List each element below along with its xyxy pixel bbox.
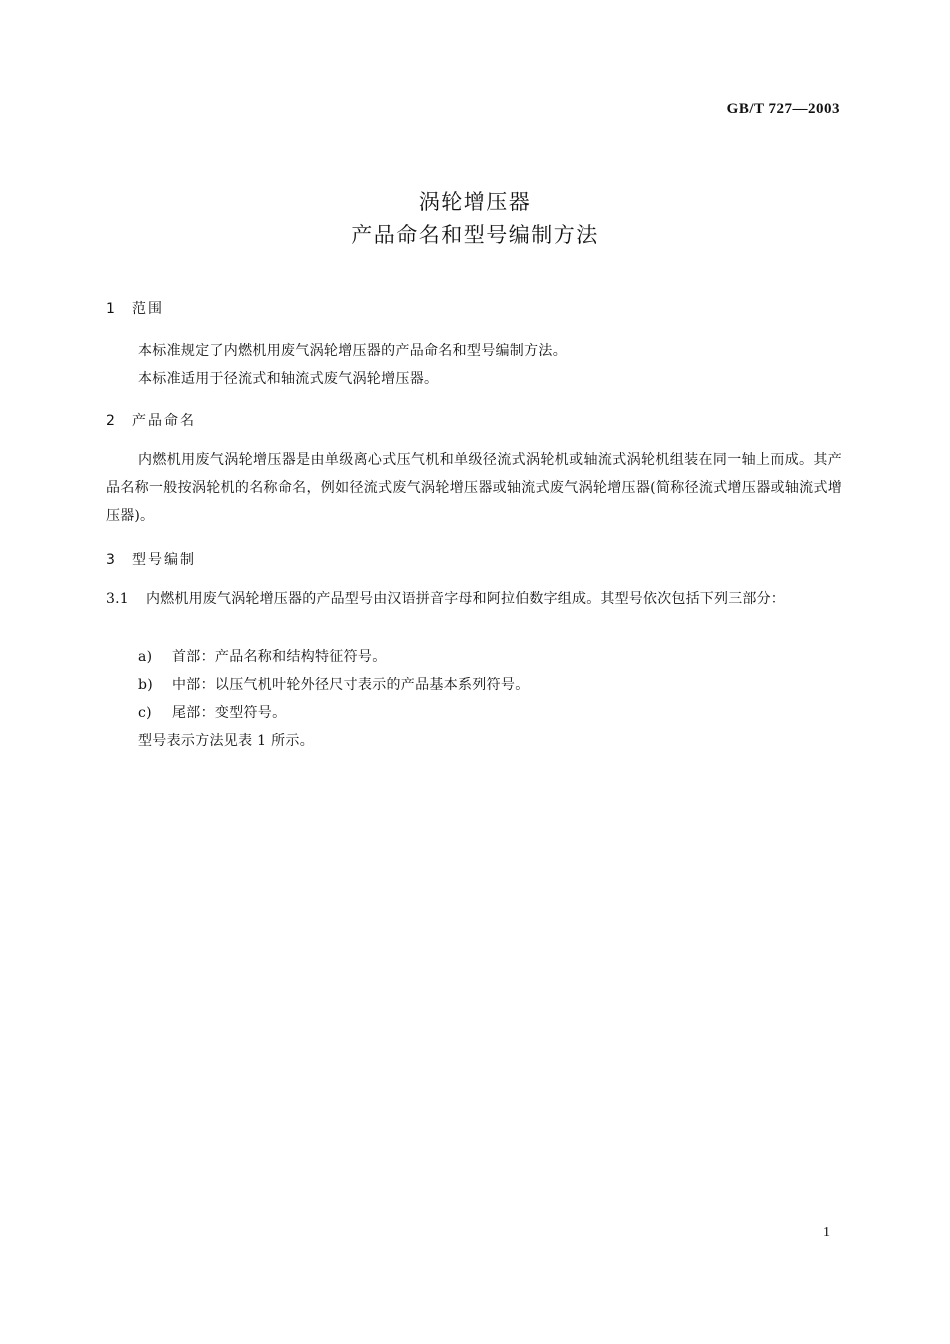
- list-item-b-marker: b): [138, 677, 154, 693]
- section-2-heading: [106, 410, 196, 430]
- list-item-a-text: 首部：产品名称和结构特征符号。: [172, 649, 387, 665]
- list-item-a-marker: a): [138, 649, 153, 665]
- list-item-c: [138, 702, 286, 722]
- section-1-heading: [106, 298, 164, 318]
- section-2-paragraph: 内燃机用废气涡轮增压器是由单级离心式压气机和单级径流式涡轮机或轴流式涡轮机组装在同一轴上而成。其产品名称一般按涡轮机的名称命名，例如径流式废气涡轮增压器或轴流式废气涡轮增压器(简称径流式增压器或轴流式增压器)。: [106, 452, 842, 524]
- section-1-paragraph-2: 本标准适用于径流式和轴流式废气涡轮增压器。: [138, 371, 439, 387]
- list-item-a: [138, 646, 387, 666]
- section-2-title: 产品命名: [132, 413, 196, 429]
- standard-code: GB/T 727—2003: [726, 101, 840, 117]
- section-1-paragraph-1: 本标准规定了内燃机用废气涡轮增压器的产品命名和型号编制方法。: [138, 343, 567, 359]
- list-item-c-marker: c): [138, 705, 152, 721]
- section-2-number: 2: [106, 413, 115, 429]
- section-3-title: 型号编制: [132, 552, 196, 568]
- clause-3-1-text: 内燃机用废气涡轮增压器的产品型号由汉语拼音字母和阿拉伯数字组成。其型号依次包括下列三部分：: [146, 591, 785, 607]
- list-item-b: [138, 674, 530, 694]
- clause-3-1-number: 3.1: [106, 591, 129, 607]
- page-number: 1: [823, 1225, 830, 1240]
- table-reference-note: 型号表示方法见表 1 所示。: [138, 733, 315, 749]
- document-title-line1: 涡轮增压器: [418, 190, 532, 214]
- list-item-b-text: 中部：以压气机叶轮外径尺寸表示的产品基本系列符号。: [172, 677, 530, 693]
- clause-3-1: [106, 585, 842, 613]
- document-title-line2: 产品命名和型号编制方法: [351, 223, 599, 247]
- section-1-number: 1: [106, 301, 115, 317]
- section-1-title: 范围: [132, 301, 164, 317]
- list-item-c-text: 尾部：变型符号。: [172, 705, 287, 721]
- section-3-number: 3: [106, 552, 115, 568]
- section-3-heading: [106, 549, 196, 569]
